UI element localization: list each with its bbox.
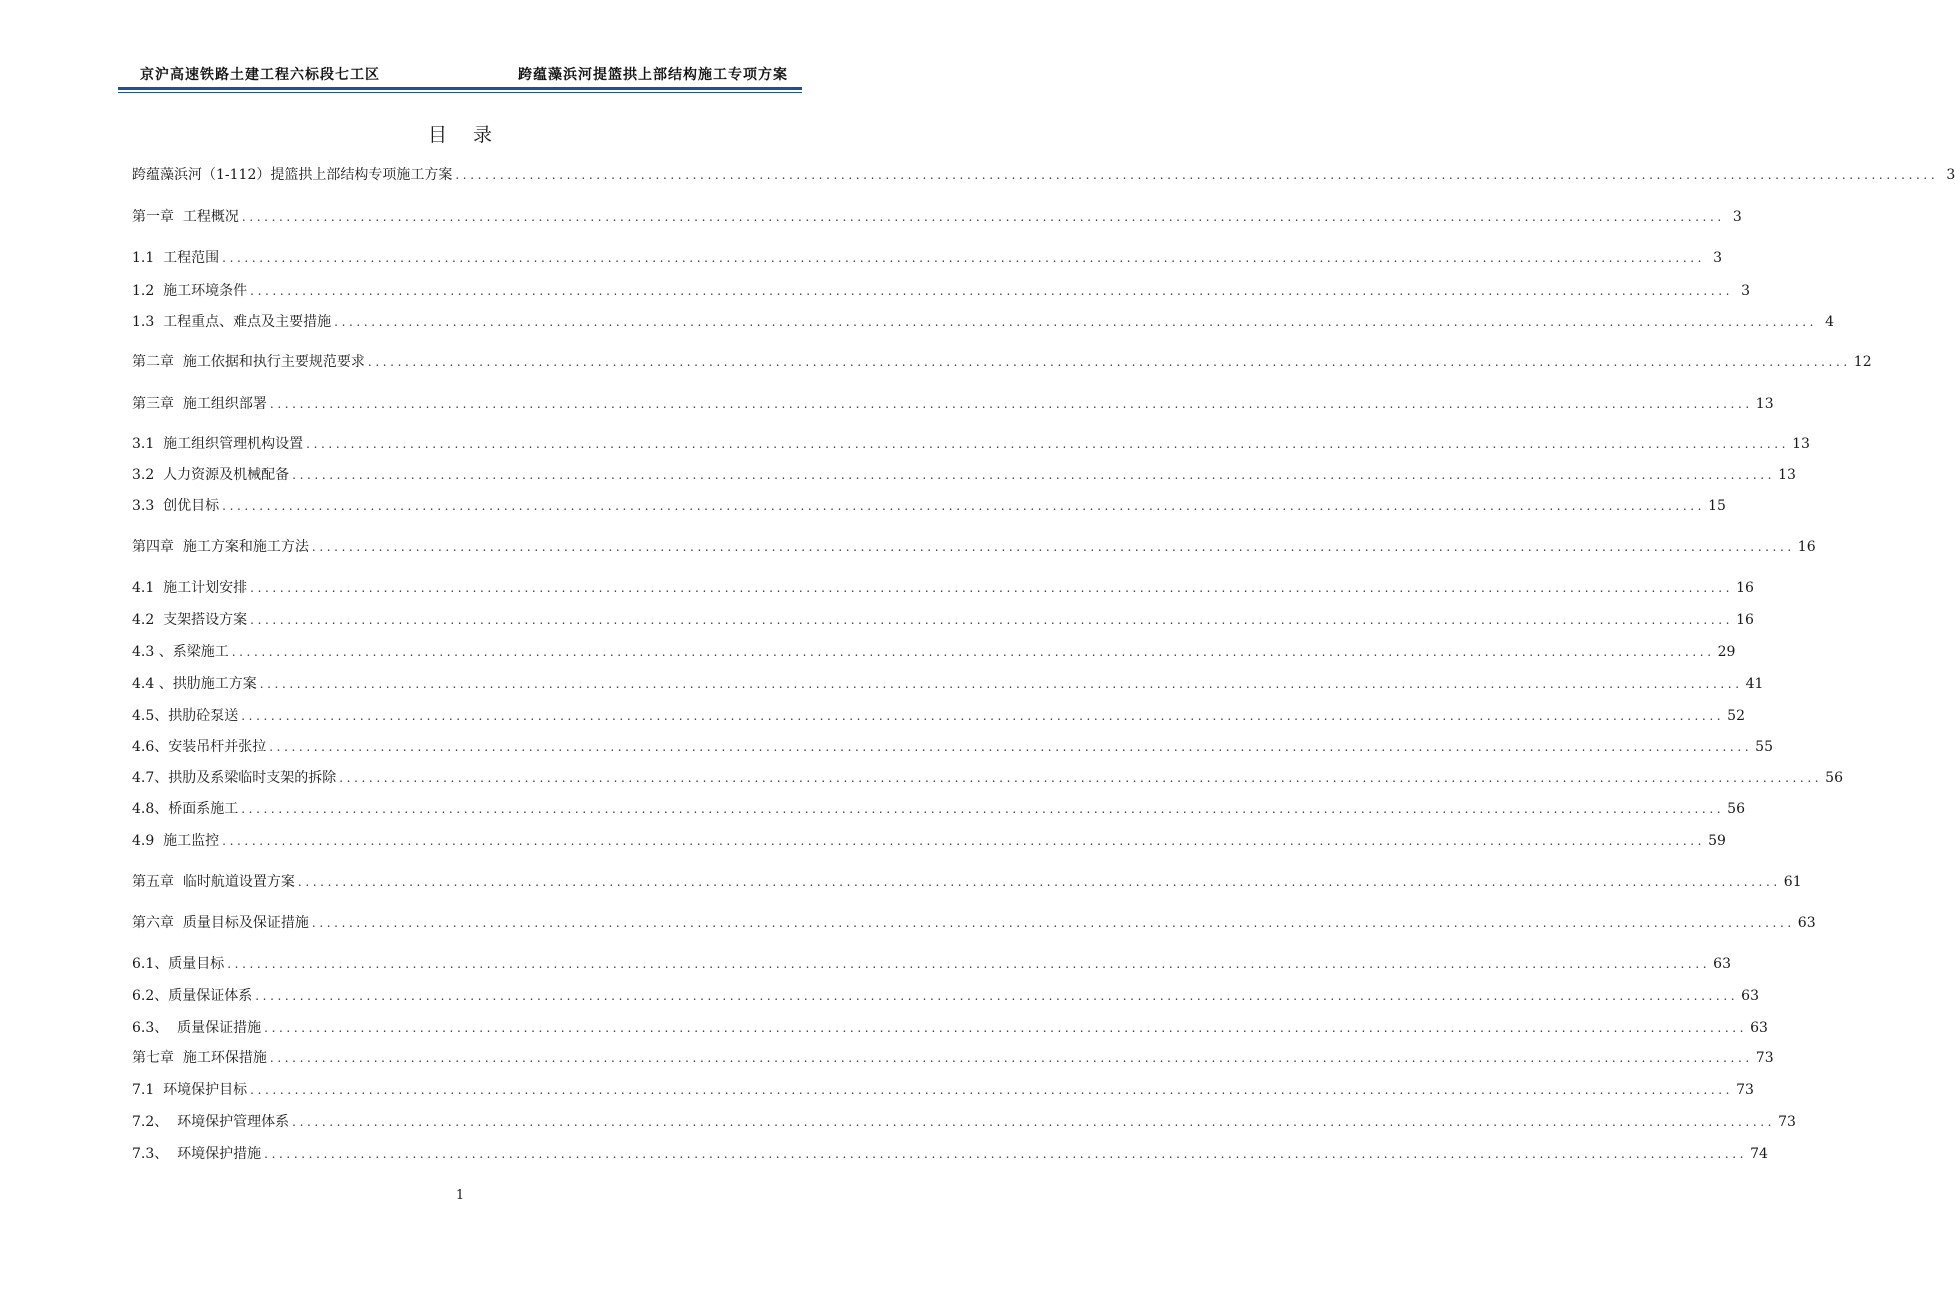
toc-entry[interactable] — [132, 465, 1796, 485]
toc-entry[interactable] — [132, 986, 1759, 1006]
toc-entry[interactable] — [132, 496, 1726, 516]
toc-entry-label: 4.3 、系梁施工 — [132, 644, 229, 660]
toc-entry-label: 跨蕴藻浜河（1-112）提篮拱上部结构专项施工方案 — [132, 167, 453, 183]
toc-entry[interactable] — [132, 674, 1764, 694]
header-rule-thin — [118, 92, 802, 93]
toc-entry[interactable] — [132, 394, 1774, 414]
toc-leader-dots: ........................................................................................................................................................................................................ — [241, 802, 1725, 816]
toc-entry[interactable] — [132, 1018, 1768, 1038]
toc-leader-dots: ........................................................................................................................................................................................................ — [292, 1115, 1776, 1129]
toc-entry-page: 12 — [1853, 354, 1872, 370]
toc-leader-dots: ........................................................................................................................................................................................................ — [367, 355, 1851, 369]
toc-entry-page: 73 — [1778, 1114, 1796, 1130]
toc-entry-label: 第六章 质量目标及保证措施 — [132, 915, 309, 931]
toc-entry-label: 3.2 人力资源及机械配备 — [132, 467, 290, 483]
toc-leader-dots: ........................................................................................................................................................................................................ — [297, 875, 1781, 889]
toc-entry-page: 16 — [1736, 612, 1754, 628]
toc-entry[interactable] — [132, 578, 1754, 598]
header-rule-thick — [118, 87, 802, 90]
toc-entry-page: 59 — [1708, 833, 1726, 849]
toc-entry-page: 13 — [1755, 396, 1774, 412]
toc-leader-dots: ........................................................................................................................................................................................................ — [250, 581, 1734, 595]
toc-entry[interactable] — [132, 642, 1736, 662]
toc-entry[interactable] — [132, 706, 1745, 726]
toc-entry-label: 4.5、拱肋砼泵送 — [132, 708, 239, 724]
toc-leader-dots: ........................................................................................................................................................................................................ — [311, 540, 1795, 554]
toc-entry[interactable] — [132, 954, 1731, 974]
toc-entry-label: 第三章 施工组织部署 — [132, 396, 267, 412]
toc-entry-page: 73 — [1755, 1050, 1774, 1066]
toc-entry[interactable] — [132, 352, 1872, 372]
toc-leader-dots: ........................................................................................................................................................................................................ — [222, 251, 1706, 265]
toc-entry[interactable] — [132, 312, 1835, 332]
toc-entry-label: 4.9 施工监控 — [132, 833, 220, 849]
toc-entry-page: 16 — [1736, 580, 1754, 596]
toc-entry-page: 63 — [1713, 956, 1731, 972]
toc-entry[interactable] — [132, 248, 1723, 268]
toc-entry-page: 13 — [1778, 467, 1796, 483]
toc-entry[interactable] — [132, 768, 1843, 788]
toc-leader-dots: ........................................................................................................................................................................................................ — [222, 834, 1706, 848]
toc-entry-page: 16 — [1797, 539, 1816, 555]
toc-entry-label: 7.2、 环境保护管理体系 — [132, 1114, 290, 1130]
toc-leader-dots: ........................................................................................................................................................................................................ — [259, 677, 1743, 691]
toc-entry-label: 6.2、质量保证体系 — [132, 988, 253, 1004]
toc-entry-label: 4.7、拱肋及系梁临时支架的拆除 — [132, 770, 337, 786]
toc-entry[interactable] — [132, 913, 1816, 933]
toc-leader-dots: ........................................................................................................................................................................................................ — [269, 1051, 1753, 1065]
toc-entry-page: 74 — [1750, 1146, 1768, 1162]
toc-entry[interactable] — [132, 1144, 1768, 1164]
toc-entry-page: 13 — [1792, 436, 1810, 452]
toc-entry-label: 3.3 创优目标 — [132, 498, 220, 514]
toc-entry-label: 6.1、质量目标 — [132, 956, 225, 972]
toc-entry-page: 63 — [1750, 1020, 1768, 1036]
toc-leader-dots: ........................................................................................................................................................................................................ — [264, 1021, 1748, 1035]
toc-entry-page: 4 — [1825, 314, 1835, 330]
toc-entry-label: 1.3 工程重点、难点及主要措施 — [132, 314, 332, 330]
toc-leader-dots: ........................................................................................................................................................................................................ — [231, 645, 1715, 659]
page-number: 1 — [455, 1188, 465, 1203]
toc-leader-dots: ........................................................................................................................................................................................................ — [292, 468, 1776, 482]
toc-entry-page: 3 — [1732, 209, 1742, 225]
toc-entry-page: 56 — [1727, 801, 1745, 817]
toc-entry-page: 63 — [1741, 988, 1759, 1004]
toc-leader-dots: ........................................................................................................................................................................................................ — [334, 315, 1818, 329]
toc-entry[interactable] — [132, 537, 1816, 557]
toc-entry[interactable] — [132, 1048, 1774, 1068]
header-document-title: 跨蕴藻浜河提篮拱上部结构施工专项方案 — [518, 67, 788, 83]
toc-entry-page: 55 — [1755, 739, 1773, 755]
toc-entry[interactable] — [132, 737, 1773, 757]
toc-leader-dots: ........................................................................................................................................................................................................ — [241, 210, 1725, 224]
toc-entry[interactable] — [132, 165, 1955, 185]
toc-leader-dots: ........................................................................................................................................................................................................ — [222, 499, 1706, 513]
toc-leader-dots: ........................................................................................................................................................................................................ — [250, 613, 1734, 627]
toc-entry-label: 第二章 施工依据和执行主要规范要求 — [132, 354, 365, 370]
toc-entry[interactable] — [132, 1080, 1754, 1100]
toc-entry[interactable] — [132, 1112, 1796, 1132]
toc-entry-page: 3 — [1713, 250, 1723, 266]
toc-entry-label: 第五章 临时航道设置方案 — [132, 874, 295, 890]
toc-entry-label: 4.6、安装吊杆并张拉 — [132, 739, 267, 755]
toc-leader-dots: ........................................................................................................................................................................................................ — [339, 771, 1823, 785]
toc-leader-dots: ........................................................................................................................................................................................................ — [250, 1083, 1734, 1097]
toc-entry[interactable] — [132, 281, 1751, 301]
toc-entry-label: 6.3、 质量保证措施 — [132, 1020, 262, 1036]
toc-entry[interactable] — [132, 799, 1745, 819]
toc-entry-page: 15 — [1708, 498, 1726, 514]
toc-entry-page: 63 — [1797, 915, 1816, 931]
toc-entry-page: 3 — [1946, 167, 1955, 183]
running-header — [118, 62, 802, 86]
toc-title: 目录 — [427, 124, 518, 146]
toc-entry-label: 4.2 支架搭设方案 — [132, 612, 248, 628]
toc-entry[interactable] — [132, 831, 1726, 851]
toc-entry-page: 56 — [1825, 770, 1843, 786]
toc-entry[interactable] — [132, 434, 1810, 454]
toc-leader-dots: ........................................................................................................................................................................................................ — [241, 709, 1725, 723]
toc-entry-label: 4.1 施工计划安排 — [132, 580, 248, 596]
header-project-name: 京沪高速铁路土建工程六标段七工区 — [140, 67, 380, 83]
toc-leader-dots: ........................................................................................................................................................................................................ — [306, 437, 1790, 451]
toc-leader-dots: ........................................................................................................................................................................................................ — [255, 989, 1739, 1003]
toc-entry-page: 52 — [1727, 708, 1745, 724]
toc-entry[interactable] — [132, 207, 1742, 227]
toc-entry-page: 73 — [1736, 1082, 1754, 1098]
toc-entry-label: 第四章 施工方案和施工方法 — [132, 539, 309, 555]
toc-entry-page: 3 — [1741, 283, 1751, 299]
toc-entry-page: 41 — [1745, 676, 1764, 692]
toc-entry-label: 第一章 工程概况 — [132, 209, 239, 225]
toc-entry-page: 61 — [1783, 874, 1802, 890]
toc-entry[interactable] — [132, 610, 1754, 630]
toc-leader-dots: ........................................................................................................................................................................................................ — [269, 397, 1753, 411]
toc-entry-label: 1.1 工程范围 — [132, 250, 220, 266]
toc-leader-dots: ........................................................................................................................................................................................................ — [269, 740, 1753, 754]
toc-entry-label: 7.3、 环境保护措施 — [132, 1146, 262, 1162]
toc-entry-label: 第七章 施工环保措施 — [132, 1050, 267, 1066]
toc-entry-label: 4.4 、拱肋施工方案 — [132, 676, 257, 692]
toc-leader-dots: ........................................................................................................................................................................................................ — [227, 957, 1711, 971]
toc-leader-dots: ........................................................................................................................................................................................................ — [250, 284, 1734, 298]
toc-entry-label: 4.8、桥面系施工 — [132, 801, 239, 817]
toc-entry-page: 29 — [1717, 644, 1736, 660]
toc-leader-dots: ........................................................................................................................................................................................................ — [311, 916, 1795, 930]
toc-entry[interactable] — [132, 872, 1802, 892]
toc-entry-label: 1.2 施工环境条件 — [132, 283, 248, 299]
toc-entry-label: 7.1 环境保护目标 — [132, 1082, 248, 1098]
toc-leader-dots: ........................................................................................................................................................................................................ — [264, 1147, 1748, 1161]
toc-leader-dots: ........................................................................................................................................................................................................ — [455, 168, 1939, 182]
toc-entry-label: 3.1 施工组织管理机构设置 — [132, 436, 304, 452]
